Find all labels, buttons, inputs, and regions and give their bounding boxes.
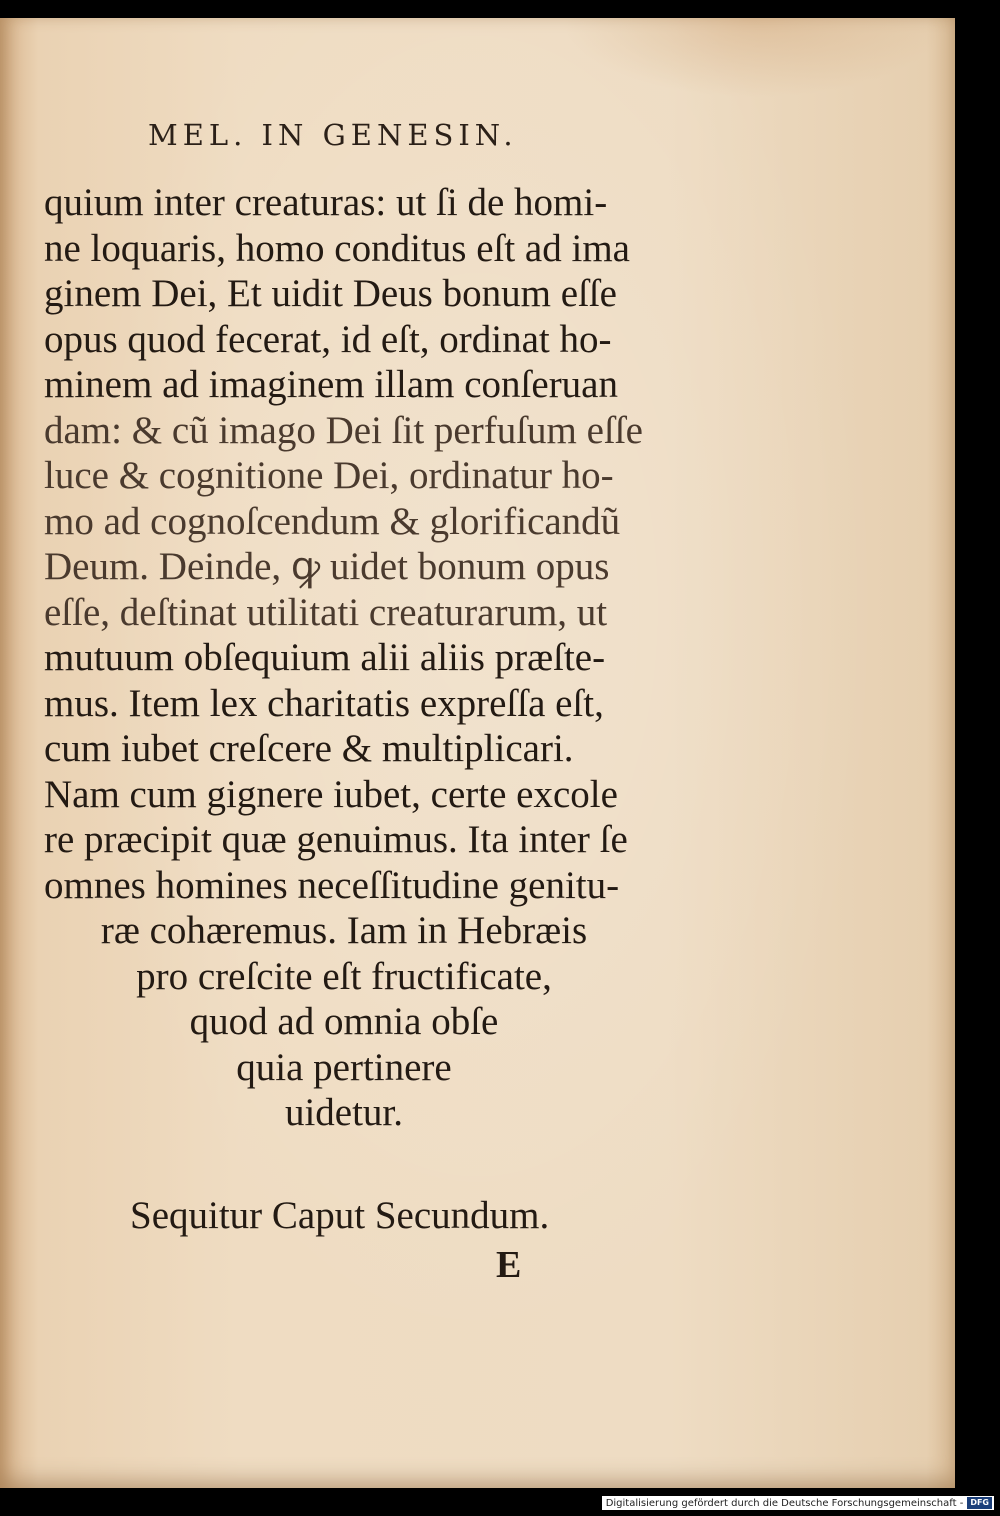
text-line: Nam cum gignere iubet, certe excole xyxy=(44,772,618,816)
text-line: luce & cognitione Dei, ordinatur ho- xyxy=(44,454,614,497)
text-line: pro creſcite eſt fructificate, xyxy=(136,954,552,998)
body-text xyxy=(44,180,644,1136)
text-line: ne loquaris, homo conditus eſt ad ima xyxy=(44,226,630,270)
text-line: ginem Dei, Et uidit Deus bonum eſſe xyxy=(44,272,617,315)
text-line: quium inter creaturas: ut ſi de homi- xyxy=(44,181,608,224)
text-line: mus. Item lex charitatis expreſſa eſt, xyxy=(44,681,604,725)
digitization-footer xyxy=(602,1496,994,1510)
text-line: omnes homines neceſſitudine genitu- xyxy=(44,863,620,907)
text-line: uidetur. xyxy=(284,1091,404,1134)
footer-credit: Digitalisierung gefördert durch die Deutsche Forschungsgemeinschaft - xyxy=(605,1497,964,1509)
dfg-logo: DFG xyxy=(967,1497,992,1509)
chapter-caption: Sequitur Caput Secundum. xyxy=(130,1194,550,1237)
text-line: opus quod fecerat, id eſt, ordinat ho- xyxy=(44,317,612,361)
text-line: dam: & cũ imago Dei ſit perfuſum eſſe xyxy=(44,408,643,452)
text-line: cum iubet creſcere & multiplicari. xyxy=(44,727,574,770)
text-line: mutuum obſequium alii aliis præſte- xyxy=(44,636,606,679)
text-line: quod ad omnia obſe xyxy=(189,1000,499,1043)
running-header: MEL. IN GENESIN. xyxy=(148,118,518,152)
text-line: minem ad imaginem illam conſeruan xyxy=(44,363,618,406)
text-line: Deum. Deinde, ꝙ uidet bonum opus xyxy=(44,545,610,588)
text-line: ræ cohæremus. Iam in Hebræis xyxy=(100,909,588,952)
book-page xyxy=(0,18,955,1488)
signature-mark: E xyxy=(496,1244,522,1286)
text-line: mo ad cognoſcendum & glorificandũ xyxy=(44,499,621,543)
text-line: re præcipit quæ genuimus. Ita inter ſe xyxy=(44,818,628,861)
text-line: eſſe, deſtinat utilitati creaturarum, ut xyxy=(44,590,608,634)
text-line: quia pertinere xyxy=(236,1045,452,1089)
